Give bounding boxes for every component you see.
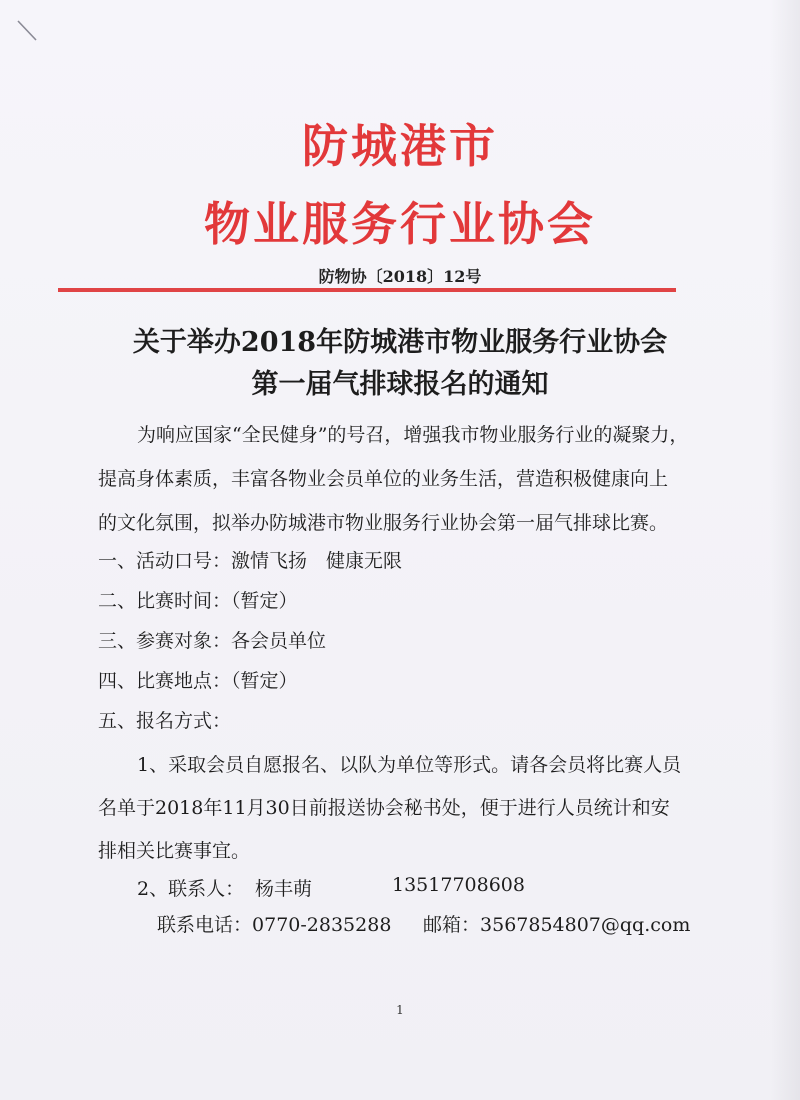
contact-person-name: 杨丰萌 bbox=[255, 878, 313, 900]
letterhead-org-line2: 物业服务行业协会 bbox=[204, 197, 596, 251]
contact-email-label: 邮箱： bbox=[423, 914, 481, 936]
contact-email: 3567854807@qq.com bbox=[480, 914, 691, 936]
section-item-slogan: 一、活动口号：激情飞扬 健康无限 bbox=[98, 550, 403, 572]
section-item-location: 四、比赛地点：（暂定） bbox=[98, 670, 298, 692]
letterhead-red-rule bbox=[58, 288, 676, 292]
staple-mark-icon bbox=[14, 18, 40, 44]
notice-title-line1: 关于举办2018年防城港市物业服务行业协会 bbox=[132, 327, 668, 358]
intro-line: 的文化氛围，拟举办防城港市物业服务行业协会第一届气排球比赛。 bbox=[98, 512, 669, 534]
letterhead-org-line1: 防城港市 bbox=[302, 119, 498, 173]
section-item-time: 二、比赛时间：（暂定） bbox=[98, 590, 298, 612]
contact-phone-row bbox=[157, 910, 691, 937]
contact-phone: 0770-2835288 bbox=[252, 914, 392, 936]
section-item-participants: 三、参赛对象：各会员单位 bbox=[98, 630, 327, 652]
contact-mobile: 13517708608 bbox=[392, 874, 525, 896]
contact-person-label: 2、联系人： bbox=[137, 878, 245, 900]
contact-person-row bbox=[137, 874, 525, 901]
registration-line: 名单于2018年11月30日前报送协会秘书处，便于进行人员统计和安 bbox=[98, 797, 670, 819]
page-number: 1 bbox=[396, 1003, 404, 1017]
intro-line: 提高身体素质，丰富各物业会员单位的业务生活，营造积极健康向上 bbox=[98, 468, 669, 490]
registration-line: 1、采取会员自愿报名、以队为单位等形式。请各会员将比赛人员 bbox=[137, 754, 682, 776]
contact-email-group bbox=[423, 910, 690, 937]
intro-line: 为响应国家“全民健身”的号召，增强我市物业服务行业的凝聚力， bbox=[137, 424, 689, 446]
registration-line: 排相关比赛事宜。 bbox=[98, 840, 251, 862]
notice-title-line2: 第一届气排球报名的通知 bbox=[251, 369, 549, 400]
contact-phone-label: 联系电话： bbox=[157, 914, 253, 936]
section-item-registration: 五、报名方式： bbox=[98, 710, 232, 732]
document-number: 防物协〔2018〕12号 bbox=[318, 267, 482, 286]
